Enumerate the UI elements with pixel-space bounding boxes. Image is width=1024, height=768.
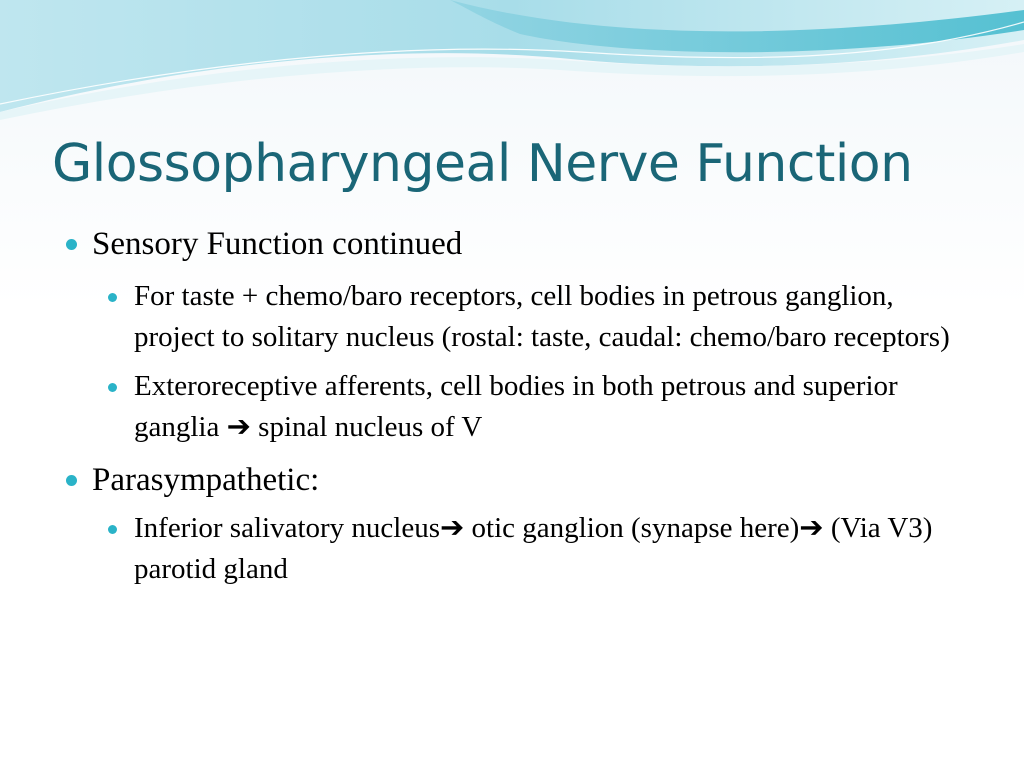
bullet-text: Parasympathetic: — [92, 462, 320, 498]
slide-title: Glossopharyngeal Nerve Function — [52, 134, 913, 194]
bullet-dot-icon — [108, 293, 117, 302]
bullet-item — [60, 222, 980, 266]
sub-bullet-text: For taste + chemo/baro receptors, cell bodies in petrous ganglion, project to solitary nucleus (rostal: taste, caudal: chemo/baro receptors) — [134, 280, 950, 353]
bullet-dot-icon — [66, 239, 77, 250]
sub-bullet-text: Exteroreceptive afferents, cell bodies in both petrous and superior ganglia ➔ spinal nucleus of V — [134, 370, 898, 443]
sub-bullet-item — [106, 366, 980, 448]
bullet-text: Sensory Function continued — [92, 226, 463, 262]
bullet-dot-icon — [66, 475, 77, 486]
bullet-list — [60, 222, 980, 590]
sub-bullet-text: Inferior salivatory nucleus➔ otic ganglion (synapse here)➔ (Via V3) parotid gland — [134, 512, 933, 585]
sub-bullet-item — [106, 276, 980, 358]
header-wave-decoration — [0, 0, 1024, 130]
bullet-dot-icon — [108, 383, 117, 392]
bullet-item — [60, 458, 980, 502]
sub-bullet-item — [106, 508, 980, 590]
bullet-dot-icon — [108, 525, 117, 534]
